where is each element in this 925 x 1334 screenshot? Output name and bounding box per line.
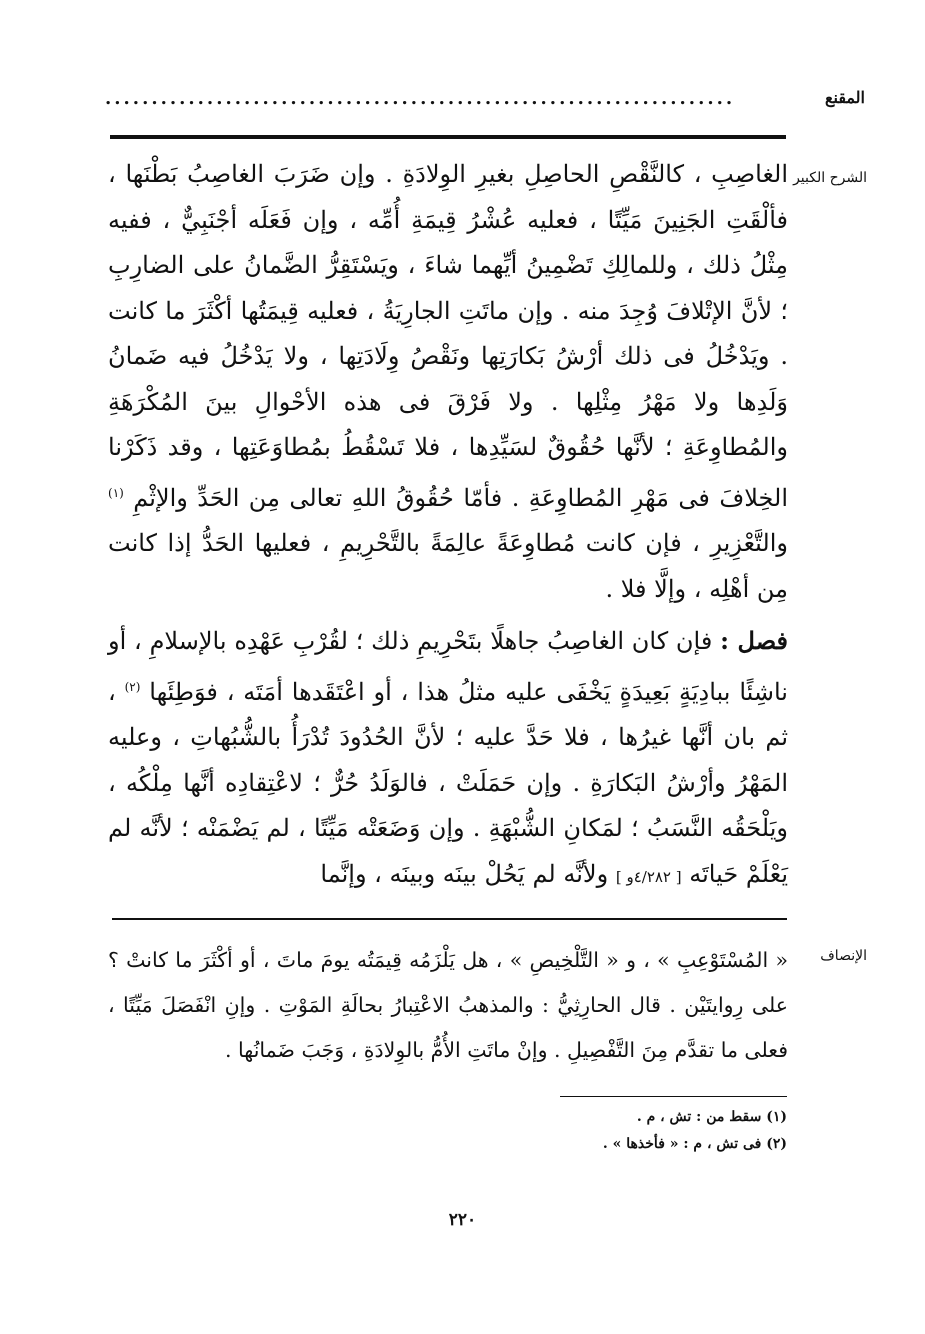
footnotes (420, 1104, 787, 1158)
paragraph-2-continuation: ، ثم بان أنَّها غيرُها ، فلا حَدَّ عليه ؛ لأنَّ الحُدُودَ تُدْرَأُ بالشُّبُهاتِ ، وعليه المَهْرُ وأرْشُ البَكارَةِ . وإن حَمَلَتْ ، فالوَلَدُ حُرٌّ ؛ لاعْتِقادِه أنَّها مِلْكُه ، ويَلْحَقُه النَّسَبُ ؛ لمَكانِ الشُّبْهَةِ . وإن وَضَعَتْه مَيِّتًا ، لم يَضْمَنْه ؛ لأنَّه لم يَعْلَمْ حَياتَه (108, 677, 788, 888)
paragraph-2-text: فإن كان الغاصِبُ جاهلًا بتَحْرِيمِ ذلك ؛ لقُرْبِ عَهْدِه بالإسلامِ ، أو ناشِئًا ببادِيَةٍ بَعِيدَةٍ يَخْفَى عليه مثلُ هذا ، أو اعْتَقَدها أمَتَه ، فوَطِئَها (108, 627, 788, 706)
section-separator (112, 918, 787, 920)
side-label-insaf: الإنصاف (820, 948, 867, 964)
footnote-ref-1: (١) (108, 485, 124, 500)
fasl-label: فصل : (720, 626, 788, 655)
side-label-sharh: الشرح الكبير (793, 170, 867, 186)
footnote-rule (560, 1096, 787, 1097)
paragraph-1-text: الغاصِبِ ، كالنَّقْصِ الحاصِلِ بغيرِ الوِلادَةِ . وإن ضَرَبَ الغاصِبُ بَطْنَها ، فألْقَتِ الجَنِينَ مَيِّتًا ، فعليه عُشْرُ قِيمَةِ أُمِّه ، وإن فَعَلَه أجْنَبِيٌّ ، ففيه مِثْلُ ذلك ، وللمالِكِ تَضْمِينُ أيِّهما شاءَ ، ويَسْتَقِرُّ الضَّمانُ على الضارِبِ ؛ لأنَّ الإتْلافَ وُجِدَ منه . وإن ماتَتِ الجارِيَةُ ، فعليه قِيمَتُها أكْثَرَ ما كانت . ويَدْخُلُ فى ذلك أرْشُ بَكارَتِها ونَقْصُ وِلَادَتِها ، ولا يَدْخُلُ فيه ضَمانُ وَلَدِها ولا مَهْرُ مِثْلِها . ولا فَرْقَ فى هذه الأحْوالِ بينَ المُكْرَهَةِ والمُطاوِعَةِ ؛ لأنَّها حُقُوقٌ لسَيِّدِها ، فلا تَسْقُطُ بمُطاوَعَتِها ، وقد ذَكَرْنا الخِلافَ فى مَهْرِ المُطاوِعَةِ . فأمّا حُقُوقُ اللهِ تعالى مِن الحَدِّ والإثْمِ (108, 160, 788, 512)
main-text-block (108, 152, 788, 900)
volume-reference: [ ٤/٢٨٢و ] (615, 867, 682, 886)
footnote-1: (١) سقط من : تش ، م . (636, 1109, 787, 1125)
paragraph-1-continuation: والتَّعْزِيرِ ، فإن كانت مُطاوِعَةً عالِمَةً بالتَّحْرِيمِ ، فعليها الحَدُّ إذا كانت مِن أهْلِه ، وإلَّا فلا . (108, 529, 788, 603)
header-rule (110, 135, 786, 139)
header-title: المقنع (824, 88, 865, 107)
insaf-paragraph: « المُسْتَوْعِبِ » ، و « التَّلْخِيصِ » ، هل يَلْزَمُه قِيمَتُه يومَ ماتَ ، أو أكْثَرَ ما كانتْ ؟ على رِوايتَيْن . قال الحارِثِيُّ : والمذهبُ الاعْتِبارُ بحالَةِ المَوْتِ . وإنِ انْفَصَلَ مَيِّتًا ، فعلى ما تقدَّم مِنَ التَّفْصِيلِ . وإنْ ماتَتِ الأُمُّ بالوِلادَةِ ، وَجَبَ ضَمانُها . (108, 948, 788, 1062)
paragraph-1 (108, 152, 788, 612)
footnote-ref-2: (٢) (124, 679, 141, 694)
paragraph-2 (108, 618, 788, 900)
footnote-2: (٢) فى تش ، م : « فأخذها » . (602, 1136, 787, 1152)
page-number: ٢٢٠ (448, 1210, 477, 1230)
paragraph-2-end: ولأنَّه لم يَحُلْ بينَه وبينَه ، وإنَّما (320, 859, 609, 888)
header-dotted-leader: .................................................................... (105, 88, 736, 109)
insaf-text-block (108, 938, 788, 1073)
